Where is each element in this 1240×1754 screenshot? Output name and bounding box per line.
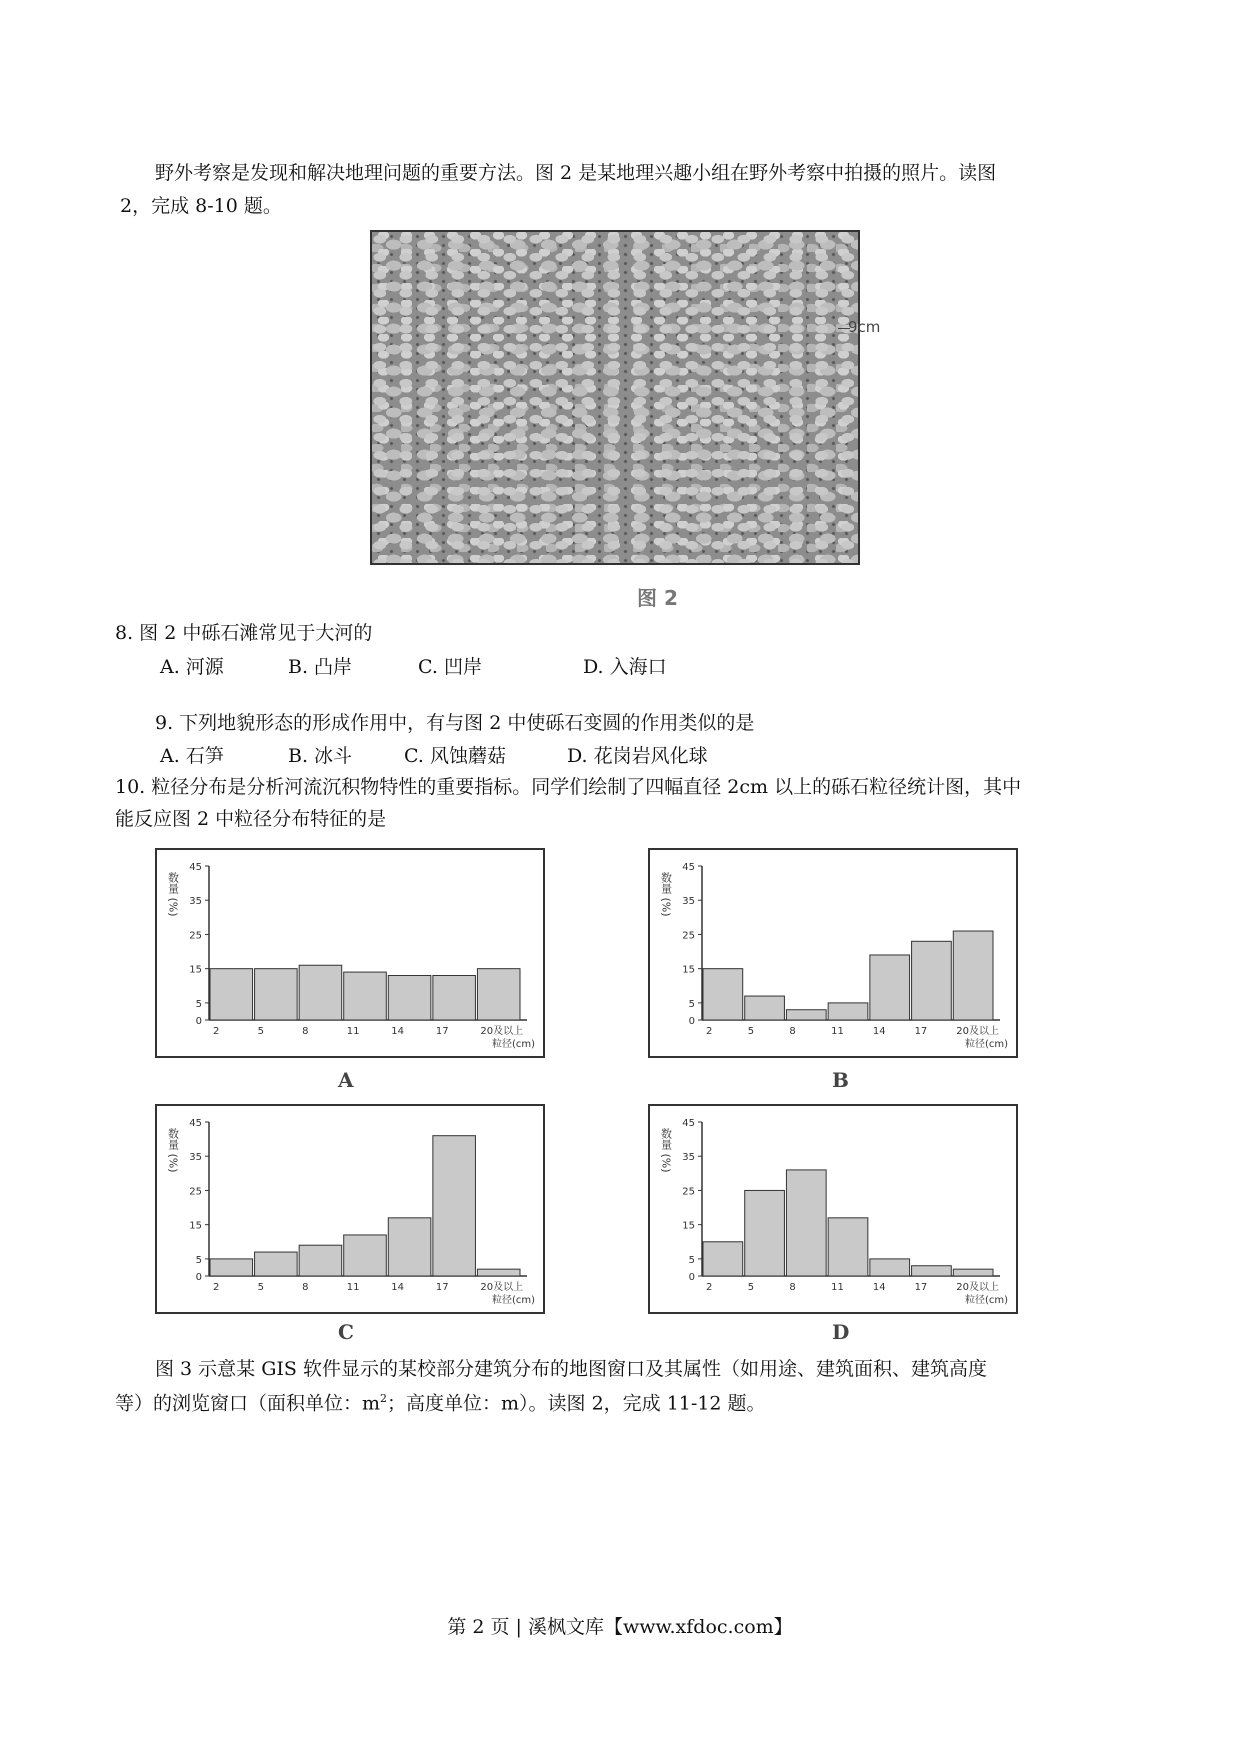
x-tick-label: 8: [789, 1026, 796, 1037]
bar: [255, 1252, 298, 1276]
q9-option-d: D. 花岗岩风化球: [567, 745, 708, 767]
x-tick-label: 20及以上: [480, 1026, 524, 1037]
x-tick-label: 5: [257, 1026, 264, 1037]
x-tick-label: 11: [831, 1026, 844, 1037]
intro-line-2: 2，完成 8-10 题。: [120, 195, 282, 217]
x-tick-label: 2: [706, 1282, 713, 1293]
x-tick-label: 11: [346, 1282, 360, 1293]
y-tick-label: 35: [189, 1152, 202, 1164]
y-tick-label: 35: [682, 896, 695, 908]
x-tick-label: 14: [391, 1282, 405, 1293]
chart-b-letter: B: [832, 1068, 849, 1092]
chart-c-letter: C: [338, 1320, 354, 1344]
x-tick-label: 2: [213, 1026, 220, 1037]
x-tick-label: 11: [831, 1282, 844, 1293]
bar: [745, 1190, 785, 1276]
x-tick-label: 17: [435, 1026, 449, 1037]
q8-option-a: A. 河源: [160, 656, 224, 678]
x-tick-label: 8: [789, 1282, 796, 1293]
next-line-2a: 等）的浏览窗口（面积单位：m: [115, 1392, 381, 1415]
x-tick-label: 5: [747, 1282, 755, 1293]
y-tick-label: 5: [195, 998, 202, 1010]
y-tick-label: 25: [682, 930, 695, 942]
y-tick-label: 35: [189, 896, 202, 908]
y-tick-label: 5: [688, 1254, 695, 1266]
gravel-beach-photo: [370, 230, 860, 565]
x-tick-label: 14: [391, 1026, 405, 1037]
y-tick-label: 15: [682, 1220, 695, 1232]
bar: [344, 1235, 387, 1276]
bar: [388, 976, 431, 1020]
chart-c-frame: [155, 1104, 545, 1314]
x-tick-label: 14: [872, 1282, 886, 1293]
y-tick-label: 25: [189, 930, 202, 942]
q8-option-c: C. 凹岸: [418, 656, 482, 678]
y-tick-label: 15: [682, 964, 695, 976]
photo-scale-label: 9cm: [848, 318, 881, 336]
bar: [745, 996, 785, 1020]
x-tick-label: 20及以上: [956, 1282, 1000, 1293]
y-axis-label: 数量 (%): [166, 872, 180, 917]
chart-d: [650, 1106, 1016, 1312]
y-tick-label: 25: [189, 1186, 202, 1198]
q8-stem: 8. 图 2 中砾石滩常见于大河的: [115, 622, 373, 644]
x-tick-label: 20及以上: [480, 1282, 524, 1293]
bar: [210, 1259, 253, 1276]
y-tick-label: 45: [682, 862, 695, 873]
bar: [912, 941, 952, 1020]
bar: [433, 976, 476, 1020]
unit-superscript: 2: [380, 1392, 388, 1405]
bar: [786, 1170, 826, 1276]
bar: [433, 1136, 476, 1276]
x-tick-label: 17: [914, 1026, 928, 1037]
bar: [953, 1269, 993, 1276]
y-tick-label: 0: [688, 1016, 695, 1027]
y-axis-label: 数量 (%): [659, 872, 673, 917]
bar: [299, 1245, 342, 1276]
page-footer: 第 2 页 | 溪枫文库【www.xfdoc.com】: [447, 1616, 793, 1638]
q9-option-b: B. 冰斗: [288, 745, 353, 767]
chart-c: [157, 1106, 543, 1312]
chart-a: [157, 850, 543, 1056]
next-line-2: [115, 1392, 766, 1415]
next-line-2b: ；高度单位：m）。读图 2，完成 11-12 题。: [387, 1392, 766, 1415]
next-line-1: 图 3 示意某 GIS 软件显示的某校部分建筑分布的地图窗口及其属性（如用途、建筑面积、建筑高度: [155, 1358, 987, 1380]
q9-stem: 9. 下列地貌形态的形成作用中，有与图 2 中使砾石变圆的作用类似的是: [155, 712, 755, 734]
x-tick-label: 5: [257, 1282, 264, 1293]
bar: [477, 1269, 520, 1276]
bar: [953, 931, 993, 1020]
y-tick-label: 35: [682, 1152, 695, 1164]
x-tick-label: 8: [302, 1026, 309, 1037]
bar: [210, 969, 253, 1020]
x-tick-label: 17: [435, 1282, 449, 1293]
y-tick-label: 0: [195, 1016, 202, 1027]
chart-a-frame: [155, 848, 545, 1058]
y-tick-label: 45: [189, 1118, 202, 1129]
x-axis-label: 粒径(cm): [491, 1039, 535, 1050]
y-tick-label: 45: [682, 1118, 695, 1129]
y-tick-label: 5: [195, 1254, 202, 1266]
y-tick-label: 0: [688, 1272, 695, 1283]
y-axis-label: 数量 (%): [166, 1128, 180, 1173]
y-tick-label: 15: [189, 1220, 202, 1232]
bar: [477, 969, 520, 1020]
y-tick-label: 0: [195, 1272, 202, 1283]
q8-option-b: B. 凸岸: [288, 656, 353, 678]
bar: [828, 1218, 868, 1276]
photo-caption: 图 2: [637, 586, 678, 610]
y-axis-label: 数量 (%): [659, 1128, 673, 1173]
bar: [344, 972, 387, 1020]
x-tick-label: 17: [914, 1282, 928, 1293]
y-tick-label: 5: [688, 998, 695, 1010]
intro-line-1: 野外考察是发现和解决地理问题的重要方法。图 2 是某地理兴趣小组在野外考察中拍摄的照片。读图: [155, 162, 997, 184]
bar: [299, 965, 342, 1020]
y-tick-label: 15: [189, 964, 202, 976]
q9-option-a: A. 石笋: [160, 745, 224, 767]
x-axis-label: 粒径(cm): [964, 1039, 1008, 1050]
x-axis-label: 粒径(cm): [964, 1295, 1008, 1306]
y-tick-label: 45: [189, 862, 202, 873]
x-axis-label: 粒径(cm): [491, 1295, 535, 1306]
bar: [255, 969, 298, 1020]
x-tick-label: 20及以上: [956, 1026, 1000, 1037]
x-tick-label: 14: [872, 1026, 886, 1037]
y-tick-label: 25: [682, 1186, 695, 1198]
q10-line-1: 10. 粒径分布是分析河流沉积物特性的重要指标。同学们绘制了四幅直径 2cm 以上的砾石粒径统计图，其中: [115, 776, 1022, 798]
q8-option-d: D. 入海口: [583, 656, 667, 678]
bar: [912, 1266, 952, 1276]
x-tick-label: 2: [213, 1282, 220, 1293]
chart-b: [650, 850, 1016, 1056]
bar: [703, 969, 743, 1020]
q9-option-c: C. 风蚀蘑菇: [404, 745, 506, 767]
chart-d-frame: [648, 1104, 1018, 1314]
bar: [828, 1003, 868, 1020]
x-tick-label: 11: [346, 1026, 360, 1037]
chart-d-letter: D: [832, 1320, 850, 1344]
bar: [870, 1259, 910, 1276]
chart-a-letter: A: [338, 1068, 354, 1092]
x-tick-label: 8: [302, 1282, 309, 1293]
bar: [388, 1218, 431, 1276]
bar: [870, 955, 910, 1020]
x-tick-label: 2: [706, 1026, 713, 1037]
chart-b-frame: [648, 848, 1018, 1058]
bar: [703, 1242, 743, 1276]
x-tick-label: 5: [747, 1026, 755, 1037]
q10-line-2: 能反应图 2 中粒径分布特征的是: [115, 808, 387, 830]
bar: [786, 1010, 826, 1020]
